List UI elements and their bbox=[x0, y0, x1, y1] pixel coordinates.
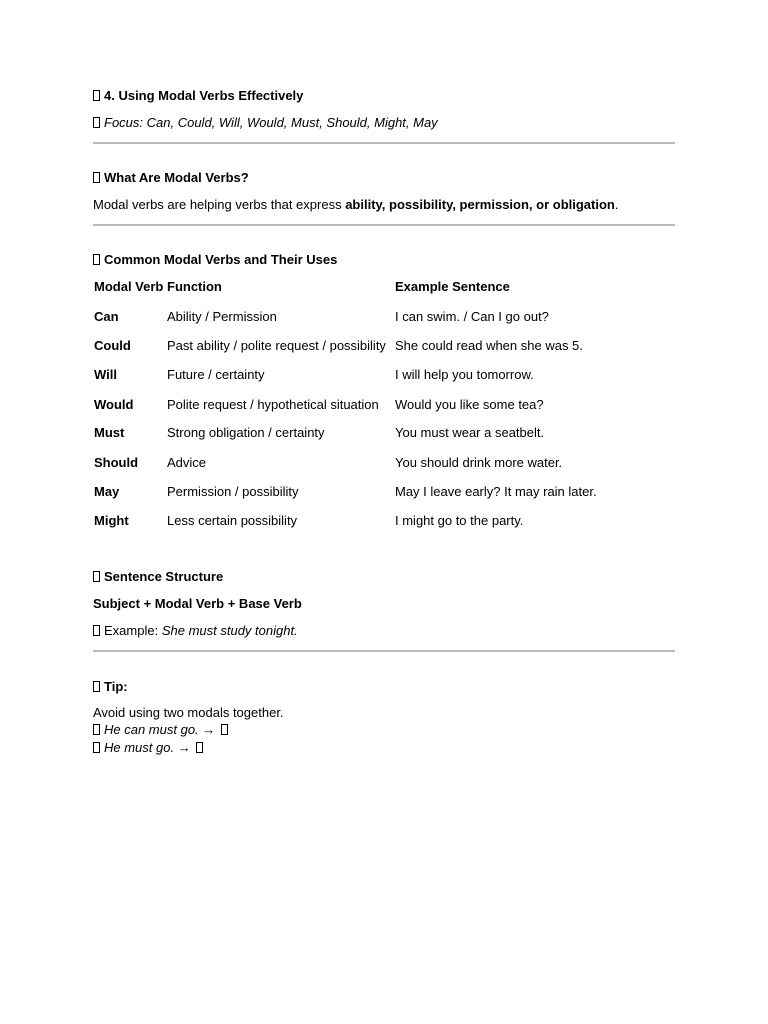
section-title: 4. Using Modal Verbs Effectively bbox=[93, 88, 303, 104]
function-cell: Past ability / polite request / possibility bbox=[167, 338, 386, 353]
structure-example: Example: She must study tonight. bbox=[93, 623, 298, 639]
horizontal-divider bbox=[93, 224, 675, 226]
modal-verb-cell: May bbox=[94, 484, 120, 499]
example-cell: She could read when she was 5. bbox=[395, 338, 583, 353]
modal-verb-cell: Should bbox=[94, 455, 139, 470]
modal-verb-cell: Might bbox=[94, 513, 129, 528]
example-cell: You must wear a seatbelt. bbox=[395, 425, 545, 440]
horizontal-divider bbox=[93, 142, 675, 144]
function-cell: Permission / possibility bbox=[167, 484, 299, 499]
arrow-right-icon: → bbox=[177, 740, 191, 755]
example-cell: I will help you tomorrow. bbox=[395, 367, 534, 382]
emoji-placeholder-icon bbox=[93, 254, 100, 265]
modal-verb-cell: Could bbox=[94, 338, 131, 353]
emoji-placeholder-icon bbox=[196, 742, 203, 753]
horizontal-divider bbox=[93, 650, 675, 652]
function-cell: Polite request / hypothetical situation bbox=[167, 397, 379, 412]
tip-right-example: He must go. → bbox=[93, 740, 203, 756]
example-cell: You should drink more water. bbox=[395, 455, 563, 470]
emoji-placeholder-icon bbox=[93, 117, 100, 128]
emoji-placeholder-icon bbox=[221, 724, 228, 735]
emoji-placeholder-icon bbox=[93, 571, 100, 582]
structure-heading: Sentence Structure bbox=[93, 569, 223, 585]
function-cell: Future / certainty bbox=[167, 367, 265, 382]
example-cell: I might go to the party. bbox=[395, 513, 524, 528]
header-example-sentence: Example Sentence bbox=[395, 279, 510, 294]
emoji-placeholder-icon bbox=[93, 172, 100, 183]
modal-verb-cell: Can bbox=[94, 309, 119, 324]
emoji-placeholder-icon bbox=[93, 742, 100, 753]
modal-verb-cell: Must bbox=[94, 425, 125, 440]
modal-verb-cell: Would bbox=[94, 397, 134, 412]
function-cell: Less certain possibility bbox=[167, 513, 298, 528]
tip-wrong-example: He can must go. → bbox=[93, 722, 228, 738]
function-cell: Ability / Permission bbox=[167, 309, 277, 324]
emoji-placeholder-icon bbox=[93, 625, 100, 636]
what-heading: What Are Modal Verbs? bbox=[93, 170, 249, 186]
example-cell: I can swim. / Can I go out? bbox=[395, 309, 549, 324]
emoji-placeholder-icon bbox=[93, 681, 100, 692]
common-heading: Common Modal Verbs and Their Uses bbox=[93, 252, 337, 268]
tip-text: Avoid using two modals together. bbox=[93, 705, 284, 720]
arrow-right-icon: → bbox=[202, 722, 216, 737]
focus-line: Focus: Can, Could, Will, Would, Must, Should, Might, May bbox=[93, 115, 438, 131]
function-cell: Strong obligation / certainty bbox=[167, 425, 325, 440]
what-paragraph: Modal verbs are helping verbs that express ability, possibility, permission, or obligation. bbox=[93, 197, 619, 212]
header-modal-verb: Modal Verb bbox=[94, 279, 164, 294]
header-function: Function bbox=[167, 279, 222, 294]
emoji-placeholder-icon bbox=[93, 724, 100, 735]
modal-verb-cell: Will bbox=[94, 367, 117, 382]
example-cell: Would you like some tea? bbox=[395, 397, 544, 412]
tip-heading: Tip: bbox=[93, 679, 128, 695]
function-cell: Advice bbox=[167, 455, 207, 470]
example-cell: May I leave early? It may rain later. bbox=[395, 484, 597, 499]
emoji-placeholder-icon bbox=[93, 90, 100, 101]
structure-formula: Subject + Modal Verb + Base Verb bbox=[93, 596, 302, 611]
